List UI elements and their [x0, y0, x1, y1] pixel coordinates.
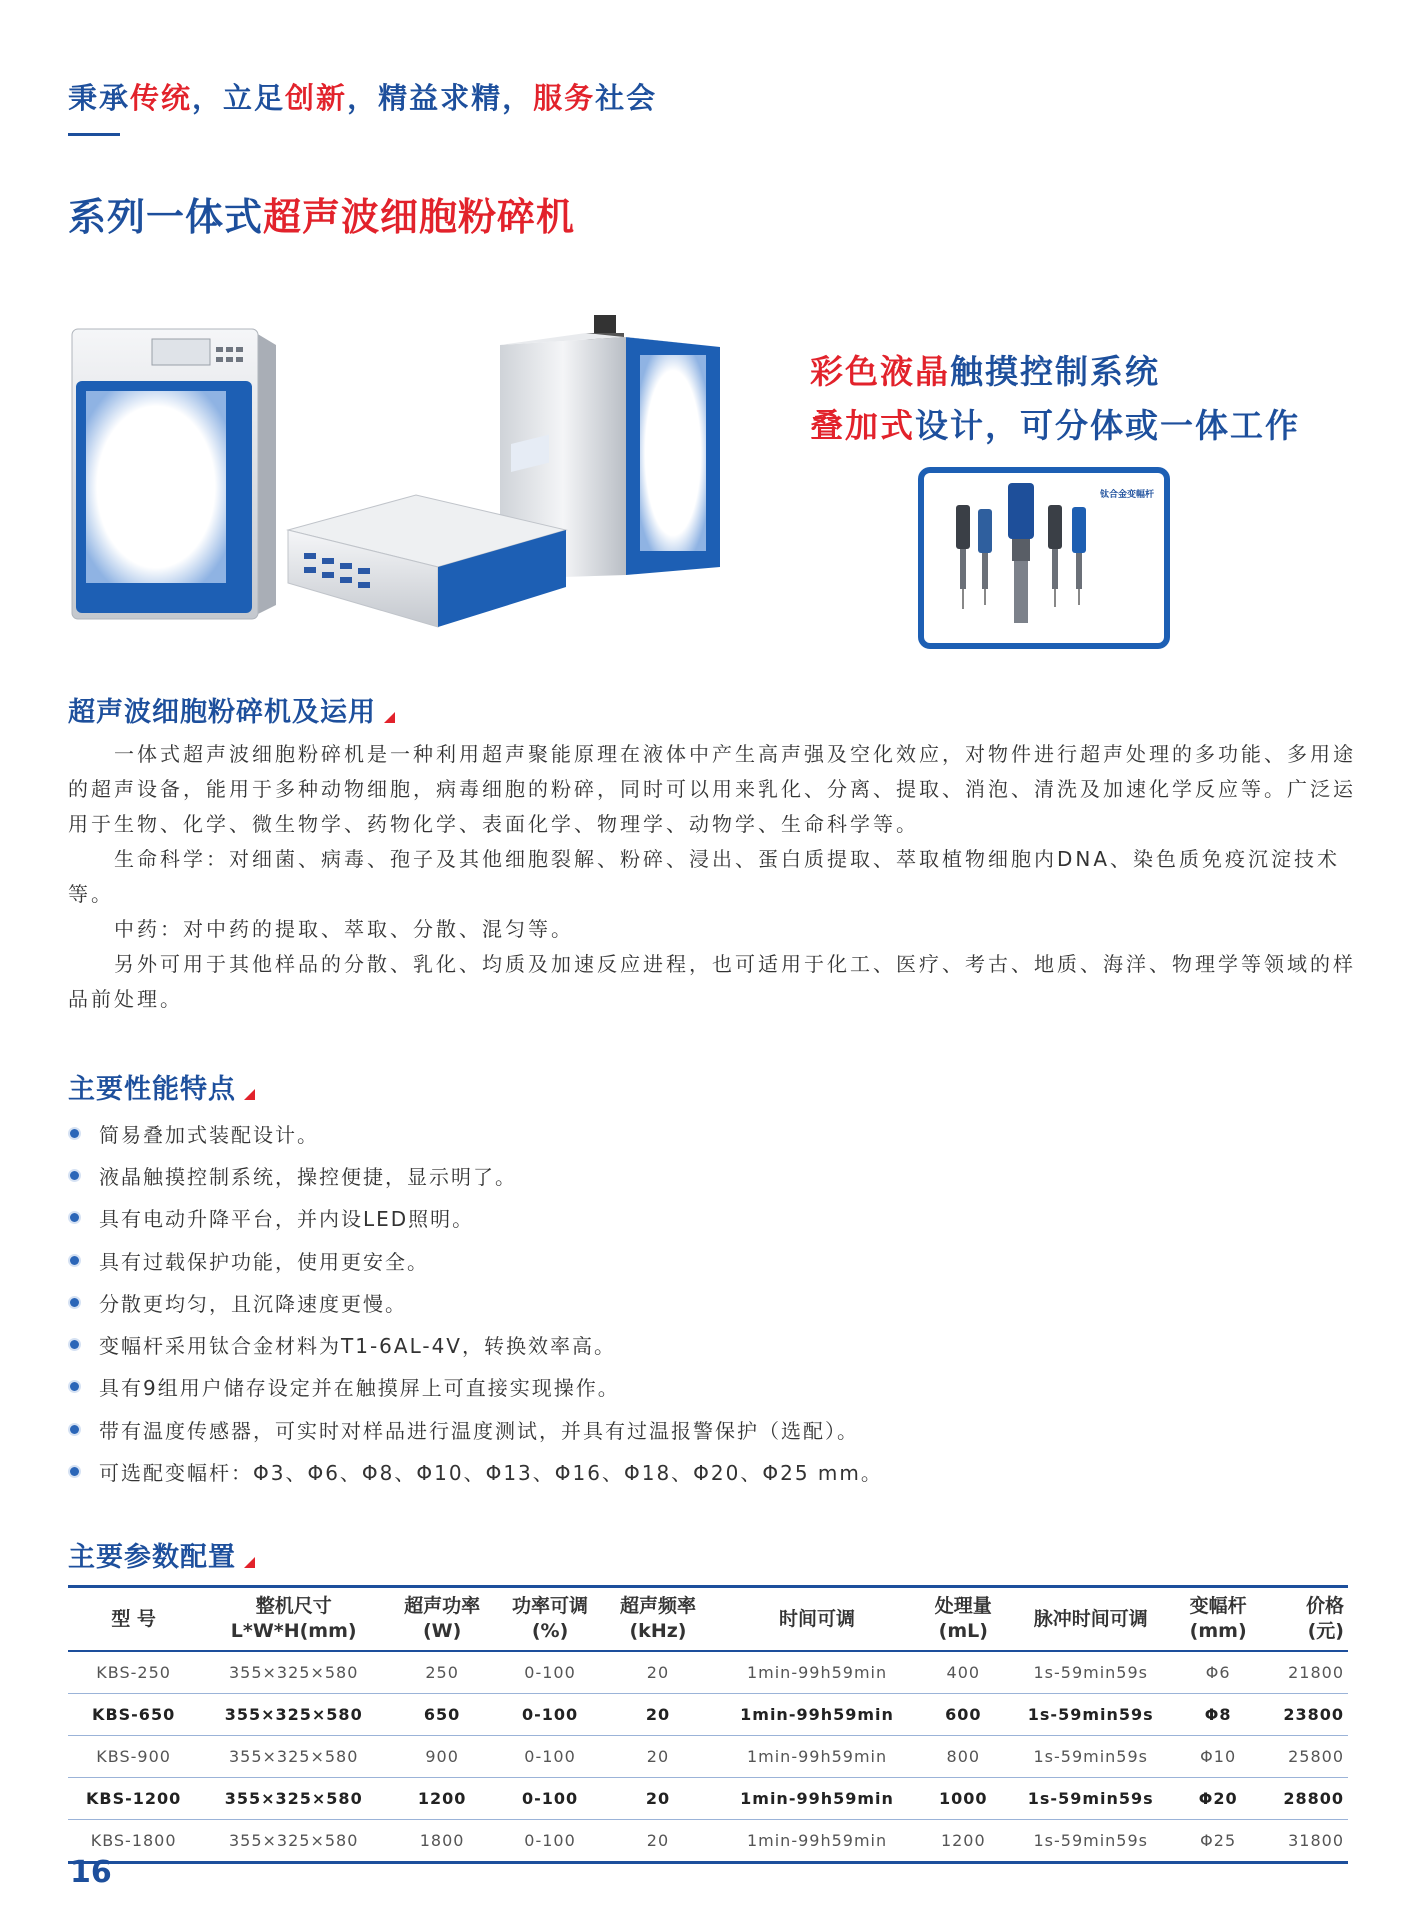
table-cell: 1s-59min59s — [1004, 1820, 1177, 1863]
header-text: (元) — [1307, 1620, 1344, 1642]
table-cell: Φ6 — [1177, 1651, 1259, 1694]
table-cell: KBS-900 — [68, 1736, 199, 1778]
section-heading-features — [68, 1067, 255, 1106]
table-cell: 0-100 — [496, 1694, 604, 1736]
table-cell: 355×325×580 — [199, 1778, 388, 1820]
table-cell: 20 — [604, 1736, 712, 1778]
bullet-icon — [70, 1467, 79, 1476]
product-image — [66, 315, 746, 645]
section-heading-specs — [68, 1535, 255, 1574]
table-cell: KBS-1200 — [68, 1778, 199, 1820]
feature-text: 具有9组用户储存设定并在触摸屏上可直接实现操作。 — [99, 1376, 620, 1401]
table-cell: 31800 — [1259, 1820, 1348, 1863]
table-cell: KBS-250 — [68, 1651, 199, 1694]
table-cell: 1min-99h59min — [712, 1694, 922, 1736]
promo-line-2-blue: 设计，可分体或一体工作 — [915, 406, 1300, 445]
promo-line-1-blue: 触摸控制系统 — [950, 352, 1160, 391]
feature-item — [70, 1197, 883, 1239]
table-cell: KBS-1800 — [68, 1820, 199, 1863]
table-row — [68, 1820, 1348, 1863]
table-cell: 1000 — [922, 1778, 1004, 1820]
table-cell: Φ25 — [1177, 1820, 1259, 1863]
feature-text: 简易叠加式装配设计。 — [99, 1122, 319, 1147]
bullet-icon — [70, 1340, 79, 1349]
triangle-marker-icon — [384, 712, 395, 723]
bullet-icon — [70, 1382, 79, 1391]
control-box — [288, 435, 566, 627]
table-cell: 28800 — [1259, 1778, 1348, 1820]
spec-table — [68, 1585, 1348, 1864]
header-size — [199, 1587, 388, 1652]
feature-list — [70, 1112, 883, 1493]
promo-headline — [810, 345, 1300, 453]
table-cell: 1s-59min59s — [1004, 1694, 1177, 1736]
table-cell: 20 — [604, 1694, 712, 1736]
table-cell: 20 — [604, 1651, 712, 1694]
feature-text: 具有过载保护功能，使用更安全。 — [99, 1249, 429, 1274]
table-row — [68, 1778, 1348, 1820]
header-power-adjust — [496, 1587, 604, 1652]
table-row — [68, 1736, 1348, 1778]
feature-text: 可选配变幅杆：Φ3、Φ6、Φ8、Φ10、Φ13、Φ16、Φ18、Φ20、Φ25 mm。 — [99, 1461, 883, 1486]
promo-line-1-red: 彩色液晶 — [810, 352, 950, 391]
horn-label: 钛合金变幅杆 — [1099, 490, 1154, 500]
page-title — [68, 186, 575, 241]
header-power — [388, 1587, 496, 1652]
applications-text — [68, 737, 1363, 1017]
table-cell: 21800 — [1259, 1651, 1348, 1694]
header-slogan — [68, 76, 657, 117]
table-cell: 355×325×580 — [199, 1694, 388, 1736]
page-number: 16 — [70, 1855, 112, 1890]
table-cell: Φ8 — [1177, 1694, 1259, 1736]
header-capacity — [922, 1587, 1004, 1652]
table-row — [68, 1694, 1348, 1736]
table-cell: 25800 — [1259, 1736, 1348, 1778]
slogan-underline — [68, 133, 120, 136]
header-text: 处理量 — [934, 1595, 992, 1617]
table-cell: 0-100 — [496, 1736, 604, 1778]
table-cell: 1min-99h59min — [712, 1778, 922, 1820]
header-text: 整机尺寸 — [255, 1595, 332, 1617]
bullet-icon — [70, 1171, 79, 1180]
feature-item — [70, 1154, 883, 1196]
feature-text: 带有温度传感器，可实时对样品进行温度测试，并具有过温报警保护（选配）。 — [99, 1418, 859, 1443]
table-cell: 1s-59min59s — [1004, 1736, 1177, 1778]
header-time — [712, 1587, 922, 1652]
table-cell: 650 — [388, 1694, 496, 1736]
feature-text: 分散更均匀，且沉降速度更慢。 — [99, 1291, 407, 1316]
paragraph: 中药：对中药的提取、萃取、分散、混匀等。 — [114, 917, 574, 941]
header-text: 超声功率 — [404, 1595, 481, 1617]
horn-probes-image — [926, 475, 1156, 635]
table-cell: 0-100 — [496, 1651, 604, 1694]
feature-item — [70, 1323, 883, 1365]
bullet-icon — [70, 1256, 79, 1265]
table-cell: KBS-650 — [68, 1694, 199, 1736]
promo-line-2 — [810, 399, 1300, 453]
feature-item — [70, 1450, 883, 1492]
slogan-part: 社会 — [595, 81, 658, 115]
table-cell: 1200 — [922, 1820, 1004, 1863]
paragraph: 一体式超声波细胞粉碎机是一种利用超声聚能原理在液体中产生高声强及空化效应，对物件进行超声处理的多功能、多用途的超声设备，能用于多种动物细胞，病毒细胞的粉碎，同时可以用来乳化、分离、提取、消泡、清洗及加速化学反应等。广泛运用于生物、化学、微生物学、药物化学、表面化学、物理学、动物学、生命科学等。 — [68, 742, 1356, 836]
table-cell: 400 — [922, 1651, 1004, 1694]
header-text: (%) — [531, 1620, 569, 1642]
header-text: 脉冲时间可调 — [1033, 1607, 1148, 1630]
bullet-icon — [70, 1213, 79, 1222]
header-frequency — [604, 1587, 712, 1652]
slogan-part: ，精益求精， — [347, 81, 534, 115]
feature-item — [70, 1239, 883, 1281]
table-cell: 1min-99h59min — [712, 1651, 922, 1694]
header-text: 变幅杆 — [1189, 1595, 1247, 1617]
header-text: L*W*H(mm) — [230, 1620, 357, 1642]
promo-line-2-red: 叠加式 — [810, 406, 915, 445]
slogan-part: 服务 — [533, 81, 596, 115]
table-cell: 0-100 — [496, 1778, 604, 1820]
feature-item — [70, 1366, 883, 1408]
header-text: 时间可调 — [779, 1607, 856, 1630]
table-row — [68, 1651, 1348, 1694]
table-cell: 20 — [604, 1778, 712, 1820]
header-text: 价格 — [1305, 1595, 1344, 1617]
table-cell: 0-100 — [496, 1820, 604, 1863]
table-cell: 900 — [388, 1736, 496, 1778]
section-heading-text: 主要参数配置 — [68, 1542, 236, 1573]
header-text: (mL) — [938, 1620, 988, 1642]
title-part-2: 超声波细胞粉碎机 — [263, 195, 576, 239]
table-cell: 1min-99h59min — [712, 1820, 922, 1863]
feature-text: 变幅杆采用钛合金材料为T1-6AL-4V，转换效率高。 — [99, 1334, 616, 1359]
table-cell: 23800 — [1259, 1694, 1348, 1736]
header-text: 功率可调 — [512, 1595, 589, 1617]
cabinet-left — [72, 329, 276, 619]
table-cell: 1s-59min59s — [1004, 1778, 1177, 1820]
table-cell: 1200 — [388, 1778, 496, 1820]
table-cell: Φ10 — [1177, 1736, 1259, 1778]
triangle-marker-icon — [244, 1089, 255, 1100]
table-header-row — [68, 1587, 1348, 1652]
bullet-icon — [70, 1298, 79, 1307]
header-text: 超声频率 — [619, 1595, 696, 1617]
feature-text: 具有电动升降平台，并内设LED照明。 — [99, 1207, 475, 1232]
slogan-part: ，立足 — [192, 81, 286, 115]
section-heading-text: 超声波细胞粉碎机及运用 — [68, 697, 376, 728]
table-cell: 250 — [388, 1651, 496, 1694]
feature-item — [70, 1408, 883, 1450]
header-text: (W) — [422, 1620, 462, 1642]
feature-item — [70, 1112, 883, 1154]
bullet-icon — [70, 1129, 79, 1138]
table-cell: 1800 — [388, 1820, 496, 1863]
table-cell: 355×325×580 — [199, 1651, 388, 1694]
table-cell: 20 — [604, 1820, 712, 1863]
paragraph: 生命科学：对细菌、病毒、孢子及其他细胞裂解、粉碎、浸出、蛋白质提取、萃取植物细胞内DNA、染色质免疫沉淀技术等。 — [68, 847, 1341, 906]
header-pulse — [1004, 1587, 1177, 1652]
header-price — [1259, 1587, 1348, 1652]
triangle-marker-icon — [244, 1557, 255, 1568]
slogan-part: 传统 — [130, 81, 193, 115]
table-cell: Φ20 — [1177, 1778, 1259, 1820]
header-text: (kHz) — [629, 1620, 687, 1642]
horn-probe-inset — [918, 467, 1170, 649]
header-text: 型 号 — [111, 1607, 156, 1630]
slogan-part: 创新 — [285, 81, 348, 115]
feature-text: 液晶触摸控制系统，操控便捷，显示明了。 — [99, 1164, 517, 1189]
feature-item — [70, 1281, 883, 1323]
table-cell: 355×325×580 — [199, 1820, 388, 1863]
bullet-icon — [70, 1425, 79, 1434]
table-cell: 1s-59min59s — [1004, 1651, 1177, 1694]
section-heading-text: 主要性能特点 — [68, 1074, 236, 1105]
table-cell: 355×325×580 — [199, 1736, 388, 1778]
paragraph: 另外可用于其他样品的分散、乳化、均质及加速反应进程，也可适用于化工、医疗、考古、地质、海洋、物理学等领域的样品前处理。 — [68, 952, 1356, 1011]
promo-line-1 — [810, 345, 1300, 399]
slogan-part: 秉承 — [68, 81, 131, 115]
table-cell: 800 — [922, 1736, 1004, 1778]
section-heading-applications — [68, 690, 395, 729]
product-illustration — [66, 315, 746, 645]
header-horn — [1177, 1587, 1259, 1652]
title-part-1: 系列一体式 — [68, 195, 264, 239]
header-model — [68, 1587, 199, 1652]
table-cell: 600 — [922, 1694, 1004, 1736]
header-text: (mm) — [1189, 1620, 1247, 1642]
table-cell: 1min-99h59min — [712, 1736, 922, 1778]
